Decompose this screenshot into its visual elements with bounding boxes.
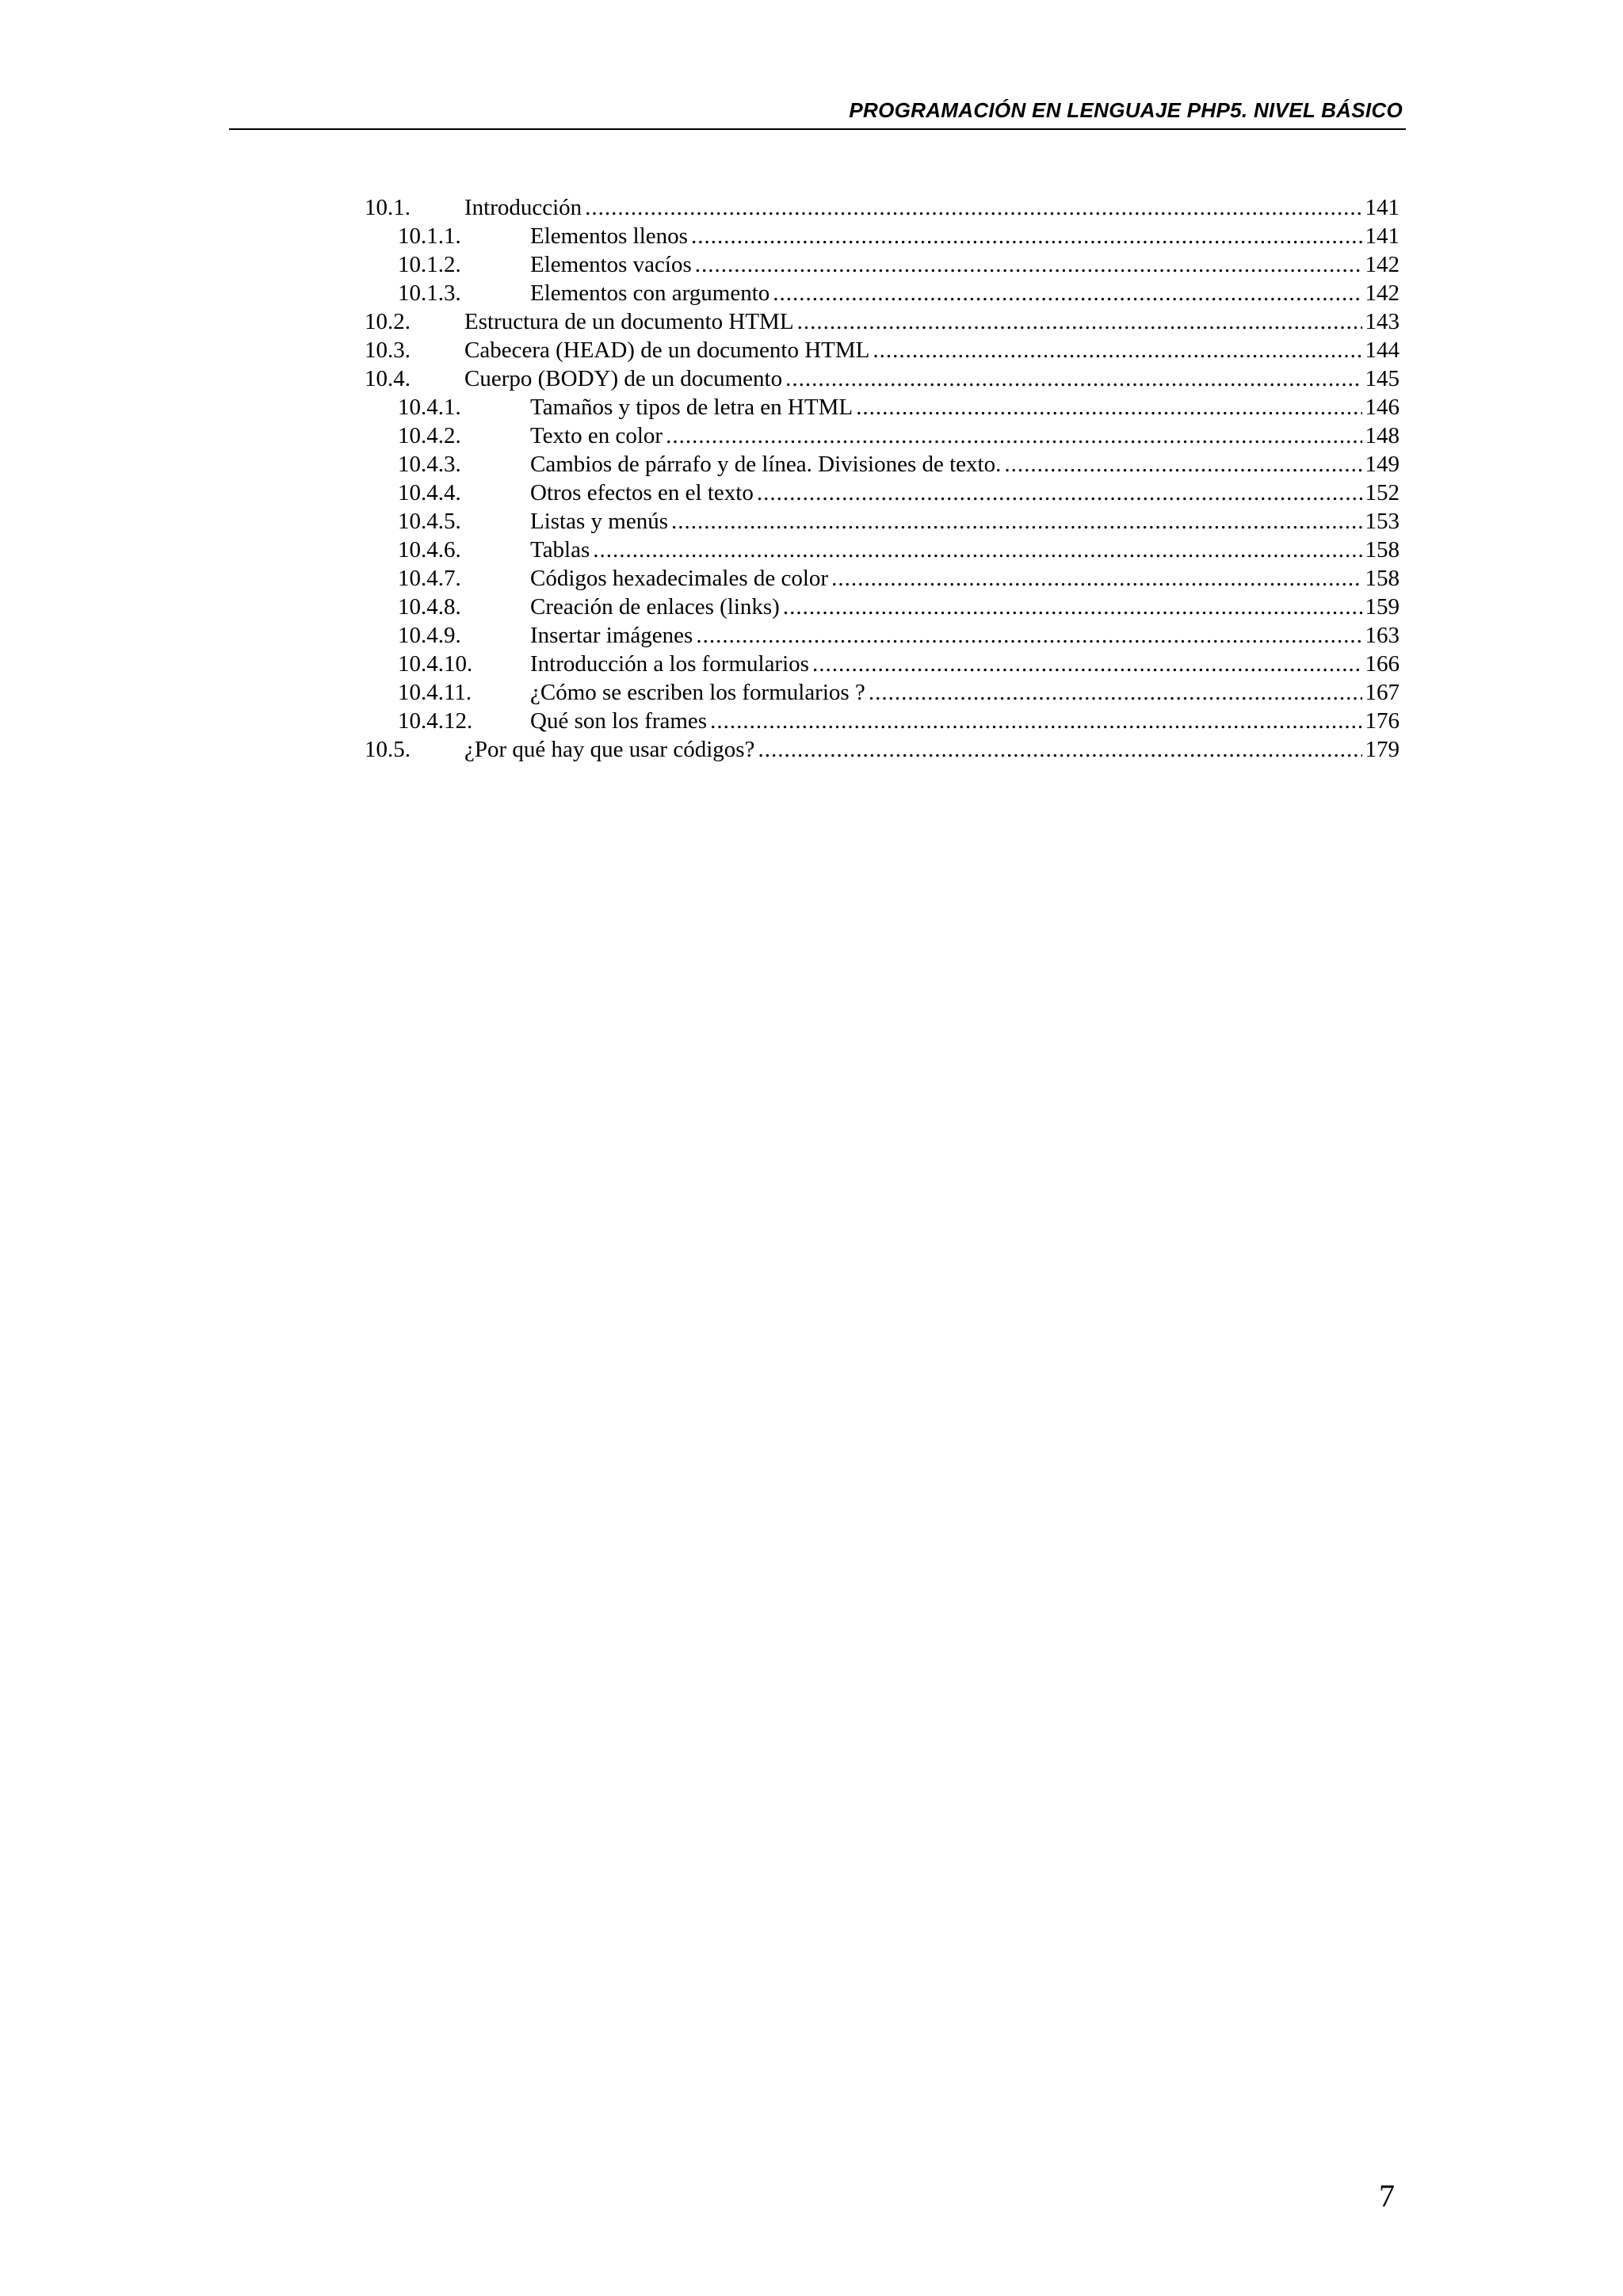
toc-entry-title: Qué son los frames	[530, 708, 708, 734]
toc-entry-line	[464, 336, 1400, 364]
dot-leader	[710, 707, 1361, 735]
toc-entry	[365, 621, 1400, 650]
toc-entry	[365, 364, 1400, 393]
toc-entry-line	[530, 507, 1400, 536]
dot-leader	[797, 307, 1362, 336]
toc-entry	[365, 450, 1400, 479]
toc-entry-line	[530, 678, 1400, 707]
toc-entry-page: 143	[1365, 309, 1400, 334]
toc-entry-title: ¿Por qué hay que usar códigos?	[464, 737, 755, 762]
toc-entry-page: 159	[1365, 594, 1400, 620]
toc-entry-title: Tablas	[530, 537, 590, 563]
toc-entry-page: 142	[1365, 252, 1400, 277]
toc-entry-line	[464, 735, 1400, 764]
toc-entry-title: Cuerpo (BODY) de un documento	[464, 366, 783, 391]
toc-entry	[365, 536, 1400, 564]
toc-entry	[365, 307, 1400, 336]
toc-entry	[365, 707, 1400, 735]
dot-leader	[873, 336, 1361, 364]
toc-entry-number: 10.4.1.	[398, 395, 461, 420]
toc-entry-page: 141	[1365, 195, 1400, 220]
dot-leader	[666, 421, 1361, 450]
toc-entry-page: 153	[1365, 509, 1400, 534]
toc-entry	[365, 507, 1400, 536]
toc-entry-title: Cabecera (HEAD) de un documento HTML	[464, 338, 870, 363]
toc-entry-title: Códigos hexadecimales de color	[530, 566, 829, 591]
toc-entry-page: 179	[1365, 737, 1400, 762]
toc-entry-number: 10.1.1.	[398, 223, 461, 249]
dot-leader	[773, 279, 1361, 307]
toc-entry	[365, 336, 1400, 364]
toc-entry	[365, 222, 1400, 250]
dot-leader	[785, 364, 1361, 393]
toc-entry-page: 145	[1365, 366, 1400, 391]
toc-entry-title: Otros efectos en el texto	[530, 480, 754, 505]
toc-entry-line	[530, 650, 1400, 678]
toc-entry-page: 176	[1365, 708, 1400, 734]
toc-entry-line	[530, 393, 1400, 421]
dot-leader	[757, 479, 1362, 507]
toc-entry-number: 10.4.5.	[398, 509, 461, 534]
toc-entry-number: 10.4.8.	[398, 594, 461, 620]
dot-leader	[671, 507, 1362, 536]
toc-entry	[365, 193, 1400, 222]
toc-entry-title: Introducción a los formularios	[530, 651, 809, 677]
toc-entry-line	[464, 364, 1400, 393]
toc-entry-number: 10.4.11.	[398, 680, 472, 705]
toc-entry-number: 10.5.	[365, 737, 411, 762]
toc-entry	[365, 650, 1400, 678]
toc-entry-page: 152	[1365, 480, 1400, 505]
toc-entry-page: 166	[1365, 651, 1400, 677]
toc-entry-number: 10.4.12.	[398, 708, 473, 734]
toc-entry-number: 10.4.9.	[398, 623, 461, 648]
toc-entry-line	[530, 450, 1400, 479]
dot-leader	[696, 621, 1361, 650]
toc-entry-page: 149	[1365, 452, 1400, 477]
toc-entry	[365, 250, 1400, 279]
dot-leader	[1004, 450, 1361, 479]
dot-leader	[695, 250, 1362, 279]
toc-entry-line	[530, 421, 1400, 450]
toc-entry-number: 10.4.10.	[398, 651, 473, 677]
toc-entry-title: Elementos llenos	[530, 223, 688, 249]
toc-entry-line	[530, 279, 1400, 307]
toc-entry-title: Texto en color	[530, 423, 663, 448]
toc-entry	[365, 735, 1400, 764]
toc-entry-number: 10.4.2.	[398, 423, 461, 448]
dot-leader	[783, 593, 1362, 621]
toc-entry-page: 142	[1365, 280, 1400, 306]
toc-entry	[365, 279, 1400, 307]
toc-entry	[365, 479, 1400, 507]
toc-entry-number: 10.1.2.	[398, 252, 461, 277]
toc-entry-number: 10.4.4.	[398, 480, 461, 505]
toc-entry-line	[530, 479, 1400, 507]
dot-leader	[812, 650, 1362, 678]
page-number: 7	[1379, 2178, 1395, 2214]
toc-entry	[365, 393, 1400, 421]
toc-entry	[365, 678, 1400, 707]
toc-entry-page: 146	[1365, 395, 1400, 420]
toc-entry-number: 10.4.	[365, 366, 411, 391]
toc-entry-page: 163	[1365, 623, 1400, 648]
toc-entry-title: Insertar imágenes	[530, 623, 693, 648]
header-title: PROGRAMACIÓN EN LENGUAJE PHP5. NIVEL BÁSICO	[849, 98, 1403, 122]
toc-entry	[365, 564, 1400, 593]
page-header	[229, 93, 1406, 130]
toc-entry	[365, 421, 1400, 450]
toc-entry-number: 10.2.	[365, 309, 411, 334]
toc-entry-number: 10.1.3.	[398, 280, 461, 306]
toc-entry-page: 167	[1365, 680, 1400, 705]
toc-entry-title: Tamaños y tipos de letra en HTML	[530, 395, 854, 420]
table-of-contents	[365, 193, 1400, 764]
dot-leader	[869, 678, 1362, 707]
toc-entry-number: 10.4.6.	[398, 537, 461, 563]
dot-leader	[585, 193, 1361, 222]
toc-entry-line	[530, 250, 1400, 279]
toc-entry-page: 141	[1365, 223, 1400, 249]
toc-entry-page: 144	[1365, 338, 1400, 363]
dot-leader	[593, 536, 1361, 564]
toc-entry-page: 158	[1365, 537, 1400, 563]
dot-leader	[758, 735, 1361, 764]
toc-entry-line	[464, 307, 1400, 336]
toc-entry-number: 10.4.7.	[398, 566, 461, 591]
toc-entry-title: Elementos con argumento	[530, 280, 770, 306]
toc-entry-title: Creación de enlaces (links)	[530, 594, 780, 620]
toc-entry-line	[530, 593, 1400, 621]
toc-entry-page: 158	[1365, 566, 1400, 591]
toc-entry-line	[530, 621, 1400, 650]
toc-entry-title: Cambios de párrafo y de línea. Divisiones de texto.	[530, 452, 1002, 477]
toc-entry-title: ¿Cómo se escriben los formularios ?	[530, 680, 865, 705]
toc-entry-line	[530, 536, 1400, 564]
dot-leader	[691, 222, 1362, 250]
toc-entry-title: Estructura de un documento HTML	[464, 309, 794, 334]
toc-entry-page: 148	[1365, 423, 1400, 448]
dot-leader	[831, 564, 1361, 593]
toc-entry-title: Elementos vacíos	[530, 252, 692, 277]
toc-entry-line	[530, 564, 1400, 593]
toc-entry-line	[530, 707, 1400, 735]
toc-entry-number: 10.3.	[365, 338, 411, 363]
toc-entry-line	[530, 222, 1400, 250]
toc-entry-number: 10.4.3.	[398, 452, 461, 477]
toc-entry	[365, 593, 1400, 621]
toc-entry-number: 10.1.	[365, 195, 411, 220]
dot-leader	[856, 393, 1361, 421]
toc-entry-title: Listas y menús	[530, 509, 668, 534]
toc-entry-line	[464, 193, 1400, 222]
toc-entry-title: Introducción	[464, 195, 582, 220]
